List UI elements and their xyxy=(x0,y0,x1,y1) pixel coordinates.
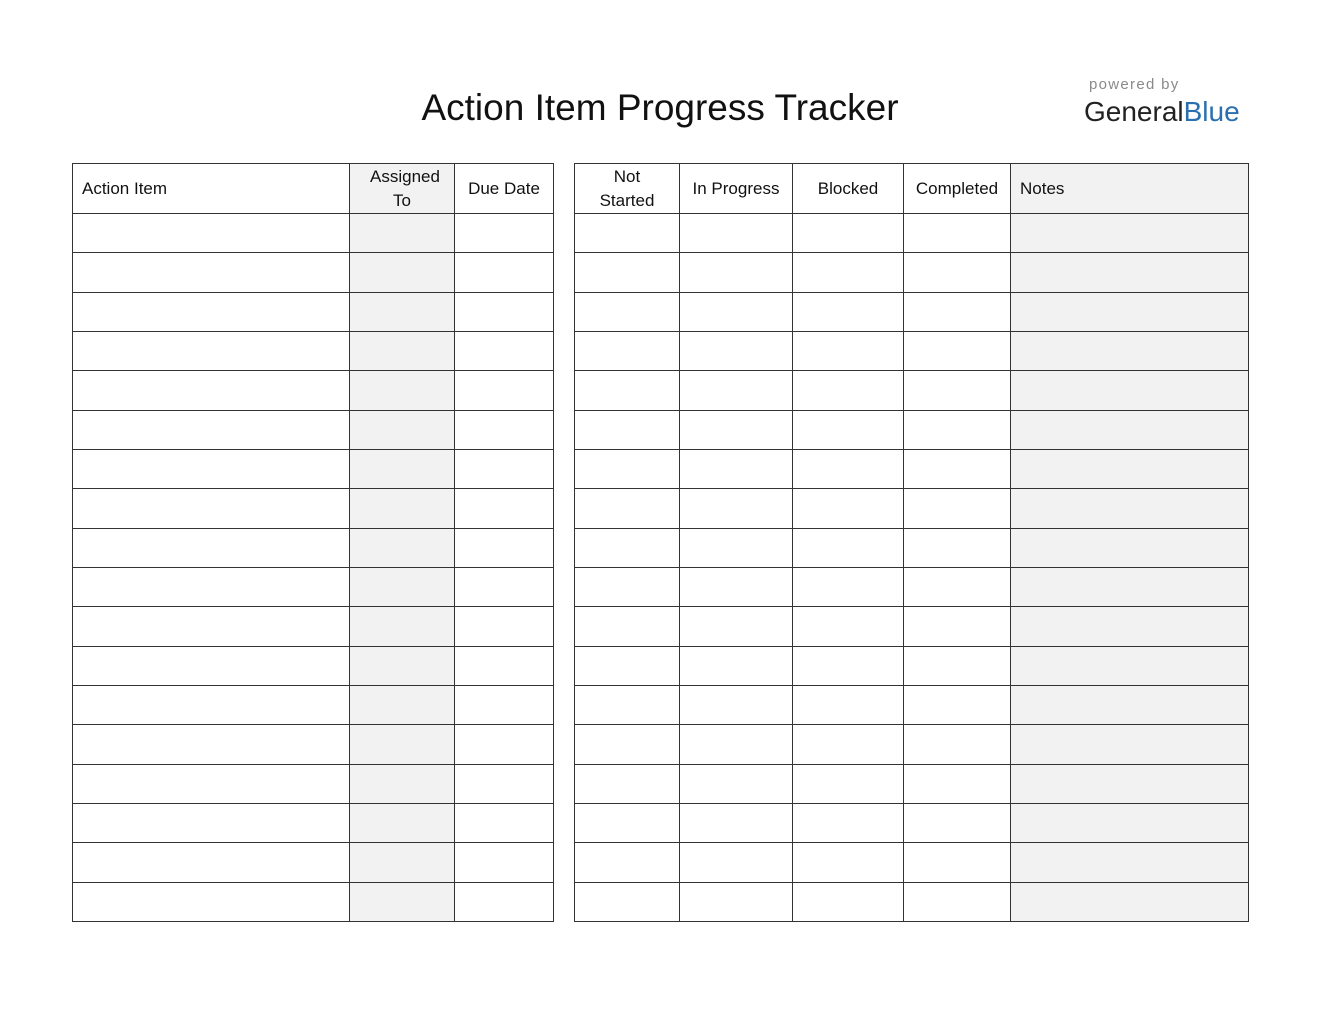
cell-notes[interactable] xyxy=(1011,685,1249,724)
cell-completed[interactable] xyxy=(904,489,1011,528)
cell-blocked[interactable] xyxy=(793,214,904,253)
cell-in-progress[interactable] xyxy=(680,214,793,253)
table-row xyxy=(73,253,554,292)
cell-not-started[interactable] xyxy=(575,882,680,921)
column-header-not-started: Not Started xyxy=(575,164,680,214)
action-items-table xyxy=(72,163,554,922)
cell-assigned-to[interactable] xyxy=(350,253,455,292)
cell-completed[interactable] xyxy=(904,253,1011,292)
cell-action-item[interactable] xyxy=(73,685,350,724)
cell-completed[interactable] xyxy=(904,843,1011,882)
cell-due-date[interactable] xyxy=(455,646,554,685)
table-row xyxy=(575,764,1249,803)
table-row xyxy=(73,567,554,606)
table-row xyxy=(575,725,1249,764)
cell-not-started[interactable] xyxy=(575,803,680,842)
table-row xyxy=(575,528,1249,567)
cell-action-item[interactable] xyxy=(73,371,350,410)
table-row xyxy=(73,331,554,370)
brand-name-blue: Blue xyxy=(1183,96,1240,127)
table-row xyxy=(575,449,1249,488)
cell-completed[interactable] xyxy=(904,214,1011,253)
cell-notes[interactable] xyxy=(1011,214,1249,253)
table-row xyxy=(73,449,554,488)
cell-assigned-to[interactable] xyxy=(350,214,455,253)
table-row xyxy=(73,764,554,803)
table-row xyxy=(73,803,554,842)
cell-assigned-to[interactable] xyxy=(350,567,455,606)
table-row xyxy=(73,843,554,882)
cell-not-started[interactable] xyxy=(575,253,680,292)
cell-assigned-to[interactable] xyxy=(350,803,455,842)
cell-in-progress[interactable] xyxy=(680,764,793,803)
brand-logo xyxy=(1084,76,1254,128)
cell-action-item[interactable] xyxy=(73,528,350,567)
table-row xyxy=(575,685,1249,724)
cell-due-date[interactable] xyxy=(455,214,554,253)
cell-action-item[interactable] xyxy=(73,607,350,646)
cell-due-date[interactable] xyxy=(455,253,554,292)
cell-due-date[interactable] xyxy=(455,764,554,803)
cell-action-item[interactable] xyxy=(73,843,350,882)
cell-due-date[interactable] xyxy=(455,685,554,724)
table-row xyxy=(73,528,554,567)
column-header-blocked: Blocked xyxy=(793,164,904,214)
cell-blocked[interactable] xyxy=(793,489,904,528)
cell-assigned-to[interactable] xyxy=(350,725,455,764)
cell-notes[interactable] xyxy=(1011,843,1249,882)
cell-completed[interactable] xyxy=(904,725,1011,764)
cell-completed[interactable] xyxy=(904,607,1011,646)
table-row xyxy=(575,331,1249,370)
cell-action-item[interactable] xyxy=(73,253,350,292)
cell-assigned-to[interactable] xyxy=(350,646,455,685)
cell-action-item[interactable] xyxy=(73,410,350,449)
cell-blocked[interactable] xyxy=(793,331,904,370)
cell-assigned-to[interactable] xyxy=(350,449,455,488)
cell-not-started[interactable] xyxy=(575,685,680,724)
cell-due-date[interactable] xyxy=(455,803,554,842)
column-header-assigned-to: Assigned To xyxy=(350,164,455,214)
cell-notes[interactable] xyxy=(1011,528,1249,567)
cell-blocked[interactable] xyxy=(793,803,904,842)
cell-notes[interactable] xyxy=(1011,371,1249,410)
cell-not-started[interactable] xyxy=(575,371,680,410)
cell-in-progress[interactable] xyxy=(680,803,793,842)
table-row xyxy=(73,410,554,449)
cell-not-started[interactable] xyxy=(575,331,680,370)
brand-name xyxy=(1084,96,1254,128)
cell-completed[interactable] xyxy=(904,410,1011,449)
cell-notes[interactable] xyxy=(1011,292,1249,331)
cell-notes[interactable] xyxy=(1011,725,1249,764)
cell-due-date[interactable] xyxy=(455,410,554,449)
table-row xyxy=(575,292,1249,331)
cell-assigned-to[interactable] xyxy=(350,331,455,370)
column-header-due-date: Due Date xyxy=(455,164,554,214)
cell-action-item[interactable] xyxy=(73,567,350,606)
cell-in-progress[interactable] xyxy=(680,646,793,685)
table-row xyxy=(575,607,1249,646)
cell-due-date[interactable] xyxy=(455,725,554,764)
cell-blocked[interactable] xyxy=(793,882,904,921)
table-row xyxy=(73,685,554,724)
cell-completed[interactable] xyxy=(904,646,1011,685)
cell-notes[interactable] xyxy=(1011,567,1249,606)
table-header-row xyxy=(73,164,554,214)
column-header-notes: Notes xyxy=(1011,164,1249,214)
table-row xyxy=(575,489,1249,528)
cell-assigned-to[interactable] xyxy=(350,371,455,410)
table-row xyxy=(575,410,1249,449)
cell-blocked[interactable] xyxy=(793,449,904,488)
cell-notes[interactable] xyxy=(1011,489,1249,528)
cell-action-item[interactable] xyxy=(73,803,350,842)
cell-notes[interactable] xyxy=(1011,607,1249,646)
cell-due-date[interactable] xyxy=(455,331,554,370)
cell-not-started[interactable] xyxy=(575,843,680,882)
table-row xyxy=(575,882,1249,921)
cell-completed[interactable] xyxy=(904,331,1011,370)
cell-in-progress[interactable] xyxy=(680,489,793,528)
column-header-action-item: Action Item xyxy=(73,164,350,214)
cell-not-started[interactable] xyxy=(575,646,680,685)
table-row xyxy=(575,803,1249,842)
cell-assigned-to[interactable] xyxy=(350,843,455,882)
cell-assigned-to[interactable] xyxy=(350,607,455,646)
column-header-in-progress: In Progress xyxy=(680,164,793,214)
cell-action-item[interactable] xyxy=(73,646,350,685)
cell-action-item[interactable] xyxy=(73,882,350,921)
table-row xyxy=(73,646,554,685)
cell-in-progress[interactable] xyxy=(680,410,793,449)
table-row xyxy=(73,489,554,528)
cell-completed[interactable] xyxy=(904,685,1011,724)
table-row xyxy=(73,882,554,921)
cell-notes[interactable] xyxy=(1011,253,1249,292)
table-row xyxy=(73,371,554,410)
cell-in-progress[interactable] xyxy=(680,685,793,724)
cell-in-progress[interactable] xyxy=(680,528,793,567)
cell-in-progress[interactable] xyxy=(680,371,793,410)
cell-blocked[interactable] xyxy=(793,646,904,685)
cell-not-started[interactable] xyxy=(575,410,680,449)
cell-not-started[interactable] xyxy=(575,764,680,803)
cell-action-item[interactable] xyxy=(73,764,350,803)
table-row xyxy=(575,646,1249,685)
cell-due-date[interactable] xyxy=(455,528,554,567)
cell-due-date[interactable] xyxy=(455,607,554,646)
cell-action-item[interactable] xyxy=(73,489,350,528)
cell-assigned-to[interactable] xyxy=(350,292,455,331)
cell-in-progress[interactable] xyxy=(680,331,793,370)
cell-completed[interactable] xyxy=(904,449,1011,488)
cell-completed[interactable] xyxy=(904,803,1011,842)
cell-not-started[interactable] xyxy=(575,725,680,764)
table-header-row xyxy=(575,164,1249,214)
cell-completed[interactable] xyxy=(904,882,1011,921)
cell-completed[interactable] xyxy=(904,292,1011,331)
cell-action-item[interactable] xyxy=(73,292,350,331)
cell-blocked[interactable] xyxy=(793,843,904,882)
cell-assigned-to[interactable] xyxy=(350,528,455,567)
cell-assigned-to[interactable] xyxy=(350,882,455,921)
cell-assigned-to[interactable] xyxy=(350,764,455,803)
cell-not-started[interactable] xyxy=(575,292,680,331)
cell-due-date[interactable] xyxy=(455,292,554,331)
cell-notes[interactable] xyxy=(1011,803,1249,842)
cell-in-progress[interactable] xyxy=(680,607,793,646)
cell-blocked[interactable] xyxy=(793,685,904,724)
cell-notes[interactable] xyxy=(1011,410,1249,449)
cell-due-date[interactable] xyxy=(455,449,554,488)
brand-name-general: General xyxy=(1084,96,1184,127)
cell-assigned-to[interactable] xyxy=(350,685,455,724)
cell-blocked[interactable] xyxy=(793,764,904,803)
cell-in-progress[interactable] xyxy=(680,567,793,606)
cell-blocked[interactable] xyxy=(793,371,904,410)
cell-blocked[interactable] xyxy=(793,528,904,567)
cell-action-item[interactable] xyxy=(73,725,350,764)
cell-completed[interactable] xyxy=(904,567,1011,606)
cell-due-date[interactable] xyxy=(455,371,554,410)
cell-notes[interactable] xyxy=(1011,646,1249,685)
cell-assigned-to[interactable] xyxy=(350,489,455,528)
cell-blocked[interactable] xyxy=(793,410,904,449)
table-row xyxy=(575,253,1249,292)
cell-blocked[interactable] xyxy=(793,292,904,331)
cell-due-date[interactable] xyxy=(455,567,554,606)
cell-notes[interactable] xyxy=(1011,449,1249,488)
cell-notes[interactable] xyxy=(1011,882,1249,921)
progress-status-table xyxy=(574,163,1249,922)
table-row xyxy=(73,214,554,253)
page-title: Action Item Progress Tracker xyxy=(421,87,899,128)
cell-blocked[interactable] xyxy=(793,607,904,646)
cell-action-item[interactable] xyxy=(73,331,350,370)
cell-in-progress[interactable] xyxy=(680,449,793,488)
cell-blocked[interactable] xyxy=(793,253,904,292)
cell-in-progress[interactable] xyxy=(680,253,793,292)
cell-completed[interactable] xyxy=(904,371,1011,410)
cell-blocked[interactable] xyxy=(793,567,904,606)
column-header-completed: Completed xyxy=(904,164,1011,214)
powered-by-label: powered by xyxy=(1089,76,1180,93)
cell-action-item[interactable] xyxy=(73,449,350,488)
cell-assigned-to[interactable] xyxy=(350,410,455,449)
cell-completed[interactable] xyxy=(904,764,1011,803)
cell-not-started[interactable] xyxy=(575,607,680,646)
table-row xyxy=(575,567,1249,606)
cell-action-item[interactable] xyxy=(73,214,350,253)
cell-not-started[interactable] xyxy=(575,214,680,253)
cell-blocked[interactable] xyxy=(793,725,904,764)
table-row xyxy=(73,607,554,646)
table-row xyxy=(575,214,1249,253)
table-row xyxy=(73,292,554,331)
cell-notes[interactable] xyxy=(1011,331,1249,370)
cell-in-progress[interactable] xyxy=(680,725,793,764)
cell-due-date[interactable] xyxy=(455,882,554,921)
table-row xyxy=(73,725,554,764)
cell-not-started[interactable] xyxy=(575,528,680,567)
cell-in-progress[interactable] xyxy=(680,882,793,921)
cell-completed[interactable] xyxy=(904,528,1011,567)
cell-in-progress[interactable] xyxy=(680,292,793,331)
cell-notes[interactable] xyxy=(1011,764,1249,803)
cell-not-started[interactable] xyxy=(575,489,680,528)
cell-in-progress[interactable] xyxy=(680,843,793,882)
table-row xyxy=(575,843,1249,882)
table-row xyxy=(575,371,1249,410)
cell-not-started[interactable] xyxy=(575,567,680,606)
cell-due-date[interactable] xyxy=(455,489,554,528)
cell-due-date[interactable] xyxy=(455,843,554,882)
cell-not-started[interactable] xyxy=(575,449,680,488)
